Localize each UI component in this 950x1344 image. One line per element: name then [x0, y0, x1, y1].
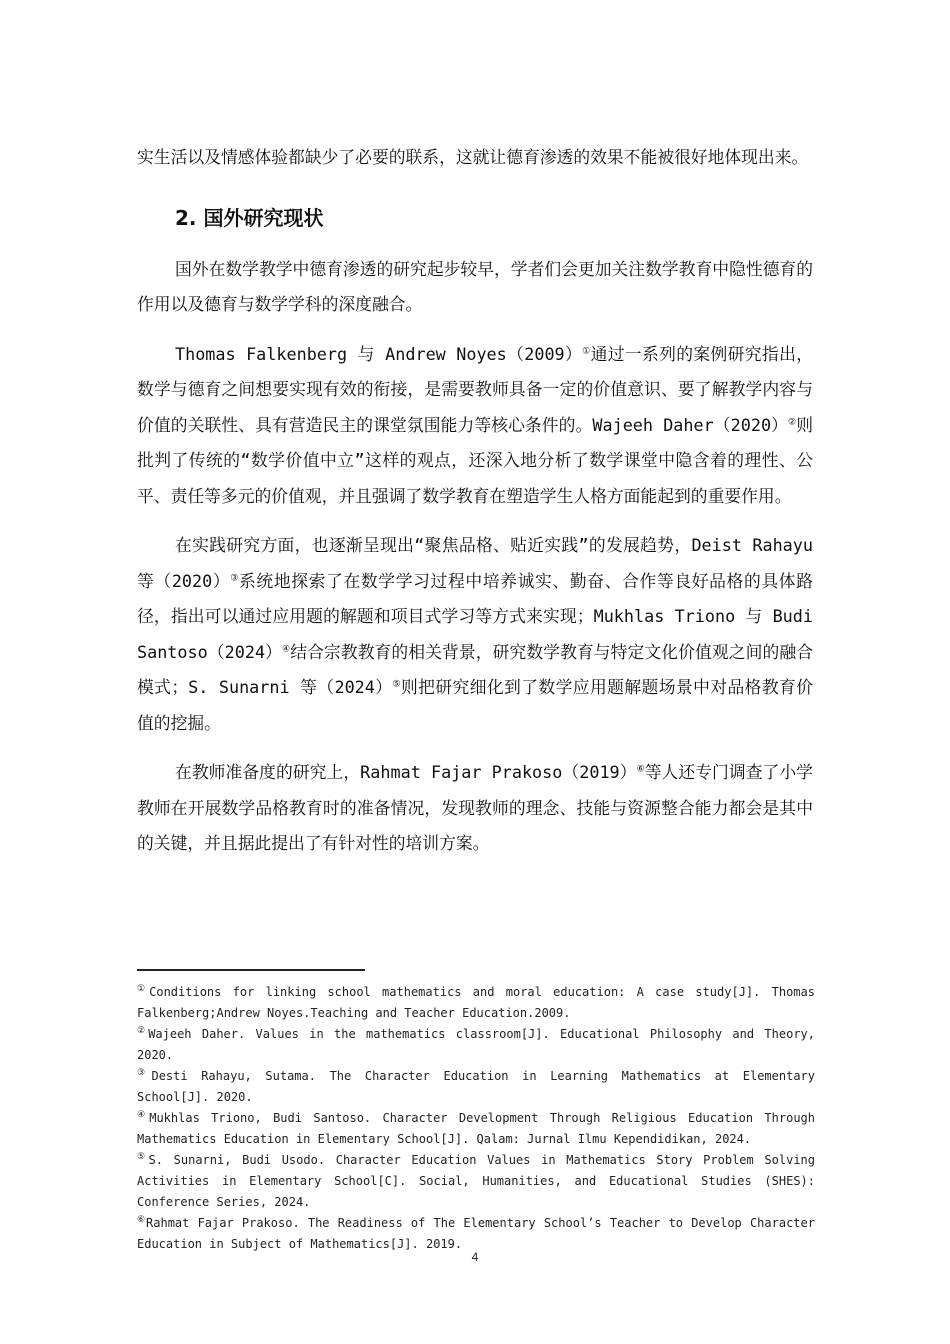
text-segment: 等人还专门调查了小学教师在开展数学品格教育时的准备情况，发现教师的理念、技能与资源整合能力都会是其中的关键，并且据此提出了有针对性的培训方案。 — [137, 762, 813, 853]
footnote-ref-6[interactable]: ⑥ — [636, 764, 645, 775]
footnote-item — [137, 1066, 815, 1108]
paragraph-continued: 实生活以及情感体验都缺少了必要的联系，这就让德育渗透的效果不能被很好地体现出来。 — [137, 147, 809, 167]
footnote-item — [137, 1150, 815, 1213]
footnote-text: Wajeeh Daher. Values in the mathematics classroom[J]. Educational Philosophy and Theory, 2020. — [137, 1027, 816, 1062]
footnote-mark: ⑤ — [137, 1152, 149, 1162]
footnote-text: Desti Rahayu, Sutama. The Character Education in Learning Mathematics at Elementary School[J]. 2020. — [137, 1069, 815, 1104]
text-segment: 则把研究细化到了数学应用题解题场景中对品格教育价值的挖掘。 — [137, 677, 813, 733]
section-heading: 2. 国外研究现状 — [175, 205, 324, 230]
footnote-text: Conditions for linking school mathematics and moral education: A case study[J]. Thomas Falkenberg;Andrew Noyes.Teaching and Teacher Education.2009. — [137, 985, 815, 1020]
footnote-text: Mukhlas Triono, Budi Santoso. Character Development Through Religious Education Through Mathematics Education in Elementary School[J]. Qalam: Jurnal Ilmu Kependidikan, 2024. — [137, 1111, 815, 1146]
paragraph-teacher-readiness — [137, 755, 813, 862]
paragraph-intro: 国外在数学教学中德育渗透的研究起步较早，学者们会更加关注数学教育中隐性德育的作用以及德育与数学学科的深度融合。 — [137, 258, 813, 314]
footnote-mark: ① — [137, 984, 150, 994]
text-segment: 在实践研究方面，也逐渐呈现出“聚焦品格、贴近实践”的发展趋势，Deist Rahayu 等（2020） — [137, 535, 813, 591]
paragraph-practice — [137, 528, 813, 741]
footnote-mark: ② — [137, 1026, 149, 1036]
text-segment: 系统地探索了在数学学习过程中培养诚实、勤奋、合作等良好品格的具体路径，指出可以通过应用题的解题和项目式学习等方式来实现；Mukhlas Triono 与 Budi Santoso（2024） — [137, 570, 813, 662]
footnote-mark: ⑥ — [137, 1215, 147, 1225]
footnote-mark: ④ — [137, 1110, 150, 1120]
text-segment: Thomas Falkenberg 与 Andrew Noyes（2009） — [175, 343, 583, 364]
footnote-text: Rahmat Fajar Prakoso. The Readiness of The Elementary School’s Teacher to Develop Character Education in Subject of Mathematics[J]. 2019. — [137, 1216, 815, 1251]
footnotes — [137, 982, 815, 1255]
footnote-item — [137, 1024, 815, 1066]
footnote-ref-5[interactable]: ⑤ — [392, 679, 401, 690]
footnote-ref-2[interactable]: ② — [788, 416, 797, 427]
footnote-separator — [137, 969, 365, 971]
text-segment: 则批判了传统的“数学价值中立”这样的观点，还深入地分析了数学课堂中隐含着的理性、公平、责任等多元的价值观，并且强调了数学教育在塑造学生人格方面能起到的重要作用。 — [137, 414, 813, 506]
footnote-mark: ③ — [137, 1068, 152, 1078]
paragraph-theory — [137, 337, 813, 515]
document-body — [137, 140, 813, 862]
footnote-ref-3[interactable]: ③ — [230, 572, 239, 583]
footnote-text: S. Sunarni, Budi Usodo. Character Education Values in Mathematics Story Problem Solving Activities in Elementary School[C]. Social, Humanities, and Educational Studies (SHES): Conference Series, 2024. — [137, 1153, 815, 1209]
text-segment: 通过一系列的案例研究指出，数学与德育之间想要实现有效的衔接，是需要教师具备一定的价值意识、要了解教学内容与价值的关联性、具有营造民主的课堂氛围能力等核心条件的。Wajeeh Daher（2020） — [137, 343, 813, 435]
page-number: 4 — [471, 1250, 479, 1264]
footnote-item — [137, 1213, 815, 1255]
footnote-item — [137, 1108, 815, 1150]
text-segment: 在教师准备度的研究上，Rahmat Fajar Prakoso（2019） — [175, 762, 637, 782]
footnote-ref-1[interactable]: ① — [582, 345, 591, 356]
footnote-item — [137, 982, 815, 1024]
footnote-ref-4[interactable]: ④ — [282, 643, 291, 654]
text-segment: 结合宗教教育的相关背景，研究数学教育与特定文化价值观之间的融合模式；S. Sunarni 等（2024） — [137, 641, 813, 697]
